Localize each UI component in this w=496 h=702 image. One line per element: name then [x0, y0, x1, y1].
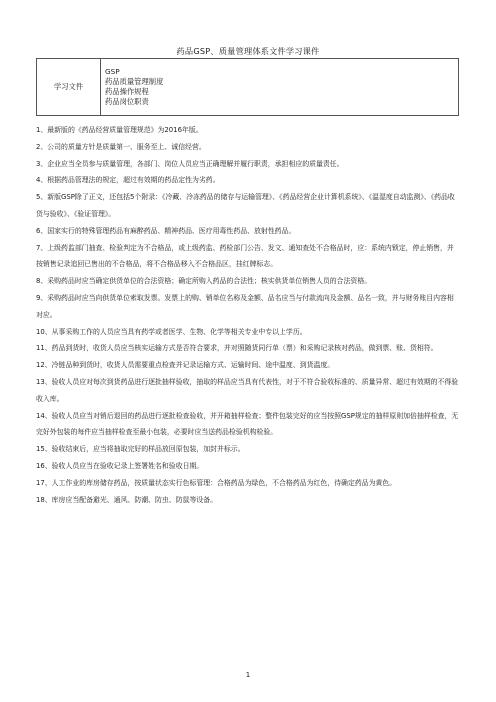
- list-item: 3、企业应当全员参与质量管理，各部门、岗位人员应当正确理解并履行职责，承担相应的质量责任。: [36, 159, 344, 168]
- study-file-quality-system: 药品质量管理制度: [105, 77, 164, 86]
- study-files-label: 学习文件: [37, 59, 101, 116]
- list-item: 1、最新版的《药品经营质量管理规范》为2016年版。: [36, 126, 203, 134]
- list-item: 14、验收人员应当对销后退回的药品进行逐批检查验收，并开箱抽样检查；整件包装完好的应当按照GSP规定的抽样原则加倍抽样检查，无完好外包装的每件应当抽样检查至最小包装，必要时应当送药品检验机构检验。: [36, 411, 459, 437]
- list-item: 18、库房应当配备避光、通风、防潮、防虫、防鼠等设备。: [36, 495, 218, 504]
- study-files-list: [101, 59, 459, 116]
- study-file-procedures: 药品操作规程: [105, 87, 149, 96]
- study-file-job-duties: 药品岗位职责: [105, 97, 149, 106]
- list-item: 12、冷链品种到货时，收货人员需要重点检查并记录运输方式、运输时间、途中温度、到货温度。: [36, 361, 335, 370]
- study-file-gsp: GSP: [105, 67, 120, 76]
- list-item: 13、验收人员应对每次到货药品进行逐批抽样验收，抽取的样品应当具有代表性，对于不符合验收标准的、质量异常、超过有效期的不得验收入库。: [36, 377, 459, 403]
- list-item: 9、采购药品时应当向供货单位索取发票。发票上的购、销单位名称及金额、品名应当与付款流向及金额、品名一致，并与财务账目内容相对应。: [36, 293, 454, 319]
- list-item: 4、根据药品管理法的规定，超过有效期的药品定性为劣药。: [36, 176, 220, 185]
- page-number: 1: [245, 671, 251, 679]
- list-item: 16、验收人员应当在验收记录上签署姓名和验收日期。: [36, 461, 204, 470]
- list-item: 6、国家实行的特殊管理药品有麻醉药品、精神药品、医疗用毒性药品、放射性药品。: [36, 226, 296, 235]
- study-files-table: [36, 58, 459, 116]
- list-item: 11、药品到货时，收货人员应当核实运输方式是否符合要求，并对照随货同行单（票）和采购记录核对药品，做到票、账、货相符。: [36, 344, 438, 353]
- list-item: 17、人工作业的库房储存药品，按质量状态实行色标管理：合格药品为绿色，不合格药品为红色，待确定药品为黄色。: [36, 478, 397, 487]
- list-item: 8、采购药品时应当确定供货单位的合法资格；确定所购入药品的合法性；核实供货单位销售人员的合法资格。: [36, 277, 372, 286]
- document-title: 药品GSP、质量管理体系文件学习课件: [176, 46, 320, 56]
- list-item: 15、验收结束后，应当将抽取完好的样品放回原包装，加封并标示。: [36, 445, 245, 454]
- list-item: 5、新版GSP除了正文，还包括5个附录：《冷藏、冷冻药品的储存与运输管理》、《药品经营企业计算机系统》、《温湿度自动监测》、《药品收货与验收》、《验证管理》。: [36, 193, 455, 218]
- list-item: 7、上级药监部门抽查、检验判定为不合格品，或上级药监、药检部门公告、发文、通知查处不合格品时，应：系统内锁定，停止销售，并按销售记录追回已售出的不合格品，将不合格品移入不合格品区，挂红牌标志。: [36, 243, 454, 269]
- list-item: 2、公司的质量方针是质量第一、服务至上、诚信经营。: [36, 142, 206, 151]
- list-item: 10、从事采购工作的人员应当具有药学或者医学、生物、化学等相关专业中专以上学历。: [36, 327, 307, 336]
- question-list: [36, 122, 460, 508]
